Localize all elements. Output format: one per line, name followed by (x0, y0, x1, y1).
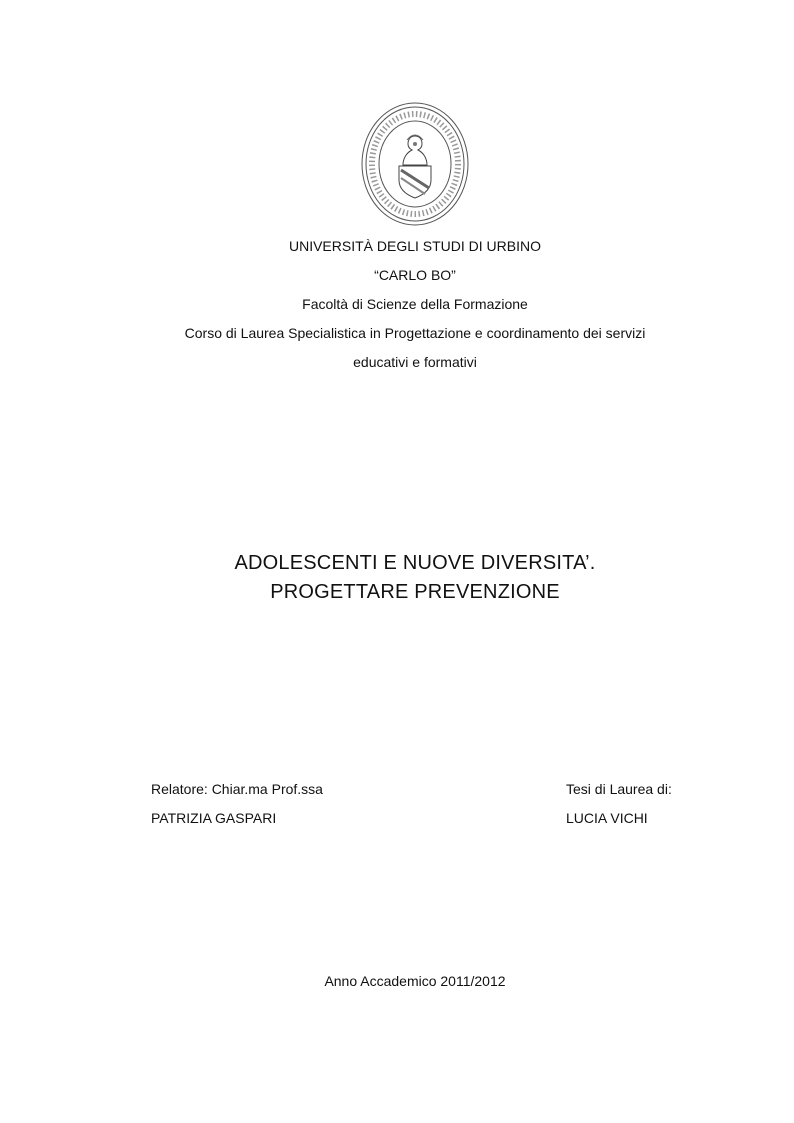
university-name: UNIVERSITÀ DEGLI STUDI DI URBINO (288, 238, 542, 254)
thesis-title-line1: ADOLESCENTI E NUOVE DIVERSITA’. (234, 552, 596, 574)
university-dedication: “CARLO BO” (374, 267, 456, 283)
author-label: Tesi di Laurea di: (566, 781, 672, 797)
course-name-line2: educativi e formativi (353, 354, 477, 370)
faculty-name: Facoltà di Scienze della Formazione (302, 296, 528, 312)
course-name-line1: Corso di Laurea Specialistica in Progettazione e coordinamento dei servizi (184, 325, 646, 341)
university-header (0, 232, 794, 377)
author-block (566, 775, 672, 833)
academic-year: Anno Accademico 2011/2012 (324, 973, 506, 989)
author-name: LUCIA VICHI (566, 810, 648, 826)
university-seal-icon (359, 100, 471, 228)
thesis-title-line2: PROGETTARE PREVENZIONE (270, 581, 560, 603)
thesis-title (0, 549, 794, 607)
supervisor-block (151, 775, 323, 833)
supervisor-name: PATRIZIA GASPARI (151, 810, 277, 826)
supervisor-label: Relatore: Chiar.ma Prof.ssa (151, 781, 323, 797)
